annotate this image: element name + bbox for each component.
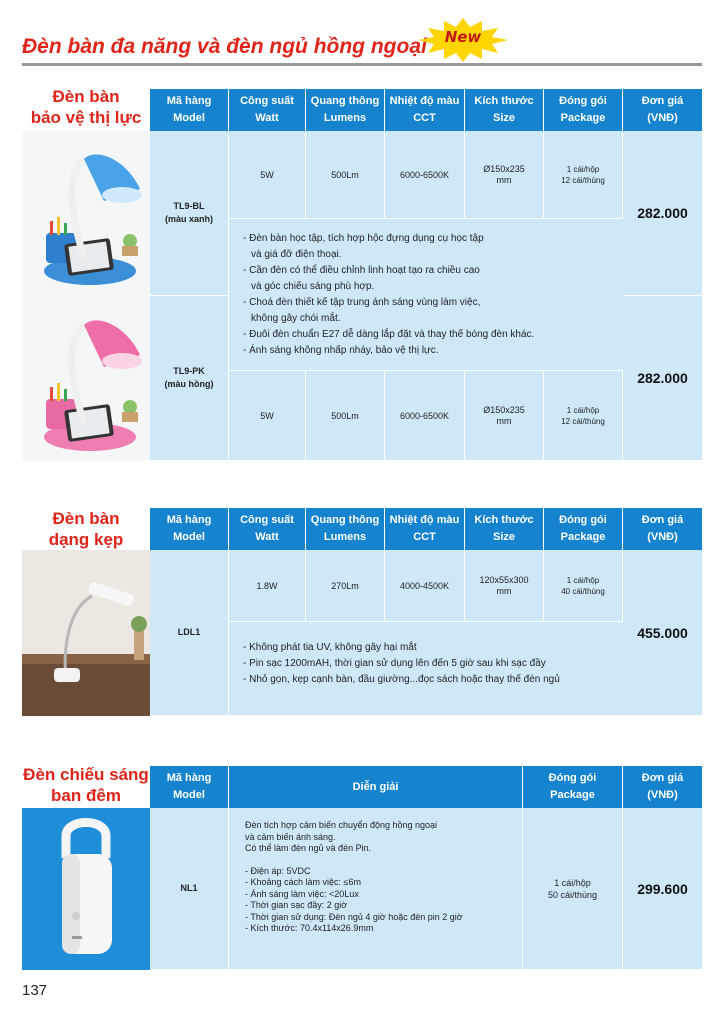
price-cell-ldl1: 455.000	[623, 550, 702, 716]
watt-cell: 5W	[229, 371, 306, 461]
watt-cell: 5W	[229, 131, 306, 219]
section2-description: - Không phát tia UV, không gây hại mắt - Pin sạc 1200mAH, thời gian sử dụng lên đến 5 giờ sau khi sạc đầy - Nhỏ gọn, kẹp cạnh bàn, đầu giường...đọc sách hoặc thay thế đèn ngủ	[229, 622, 623, 716]
header-watt: Công suất Watt	[229, 508, 306, 550]
header-lumens: Quang thông Lumens	[306, 89, 385, 131]
model-cell-ldl1: LDL1	[150, 550, 229, 716]
cct-cell: 4000-4500K	[385, 550, 465, 622]
header-lumens: Quang thông Lumens	[306, 508, 385, 550]
page-title: Đèn bàn đa năng và đèn ngủ hồng ngoại	[22, 35, 427, 58]
header-package: Đóng gói Package	[523, 766, 623, 808]
price-cell-tl9-pk: 282.000	[623, 296, 702, 461]
header-model: Mã hàng Model	[150, 766, 229, 808]
model-cell-tl9-pk: TL9-PK (màu hồng)	[150, 296, 229, 461]
desk-lamp-blue-image	[22, 131, 150, 295]
cct-cell: 6000-6500K	[385, 371, 465, 461]
header-watt: Công suất Watt	[229, 89, 306, 131]
section1-description: - Đèn bàn học tập, tích hợp hộc đựng dụng cụ học tập và giá đỡ điện thoại. - Cần đèn có thể điều chỉnh linh hoạt tạo ra chiều cao và góc chiếu sáng phù hợp. - Choá đèn thiết kế tập trung ánh sáng vùng làm việc, không gây chói mắt. - Đuôi đèn chuẩn E27 dễ dàng lắp đặt và thay thế bóng đèn khác. - Ánh sáng không nhấp nháy, bảo vệ thị lực.	[229, 219, 623, 371]
header-size: Kích thước Size	[465, 89, 544, 131]
package-cell: 1 cái/hộp 12 cái/thùng	[544, 371, 623, 461]
header-price: Đơn giá (VNĐ)	[623, 89, 702, 131]
model-cell-nl1: NL1	[150, 808, 229, 970]
price-cell-nl1: 299.600	[623, 808, 702, 970]
lumens-cell: 500Lm	[306, 371, 385, 461]
size-cell: Ø150x235 mm	[465, 371, 544, 461]
section3-title: Đèn chiếu sáng ban đêm	[23, 765, 149, 805]
header-model: Mã hàng Model	[150, 508, 229, 550]
header-cct: Nhiệt độ màu CCT	[385, 508, 465, 550]
package-cell: 1 cái/hộp 40 cái/thùng	[544, 550, 623, 622]
lumens-cell: 270Lm	[306, 550, 385, 622]
header-price: Đơn giá (VNĐ)	[623, 766, 702, 808]
model-cell-tl9-bl: TL9-BL (màu xanh)	[150, 131, 229, 296]
cct-cell: 6000-6500K	[385, 131, 465, 219]
new-badge-label: New	[444, 28, 482, 46]
header-description: Diễn giải	[229, 766, 523, 808]
desk-lamp-pink-image	[22, 295, 150, 461]
night-light-image	[22, 808, 150, 970]
package-cell: 1 cái/hộp 12 cái/thùng	[544, 131, 623, 219]
title-divider	[22, 63, 702, 66]
lumens-cell: 500Lm	[306, 131, 385, 219]
size-cell: 120x55x300 mm	[465, 550, 544, 622]
header-cct: Nhiệt độ màu CCT	[385, 89, 465, 131]
header-package: Đóng gói Package	[544, 89, 623, 131]
header-model: Mã hàng Model	[150, 89, 229, 131]
header-package: Đóng gói Package	[544, 508, 623, 550]
page-number: 137	[22, 982, 48, 999]
package-cell: 1 cái/hộp 50 cái/thùng	[523, 808, 623, 970]
clip-lamp-image	[22, 550, 150, 716]
header-size: Kích thước Size	[465, 508, 544, 550]
header-price: Đơn giá (VNĐ)	[623, 508, 702, 550]
section1-title: Đèn bàn bảo vệ thị lực	[30, 87, 142, 127]
size-cell: Ø150x235 mm	[465, 131, 544, 219]
section3-description: Đèn tích hợp cảm biến chuyển động hồng ngoại và cảm biến ánh sáng. Có thể làm đèn ngủ và đèn Pin. - Điện áp: 5VDC - Khoảng cách làm việc: ≤6m - Ánh sáng làm việc: <20Lux - Thời gian sạc đầy: 2 giờ - Thời gian sử dụng: Đèn ngủ 4 giờ hoặc đèn pin 2 giờ - Kích thước: 70.4x114x26.9mm	[229, 808, 523, 970]
price-cell-tl9-bl: 282.000	[623, 131, 702, 296]
section2-title: Đèn bàn dạng kẹp	[48, 509, 124, 549]
watt-cell: 1.8W	[229, 550, 306, 622]
